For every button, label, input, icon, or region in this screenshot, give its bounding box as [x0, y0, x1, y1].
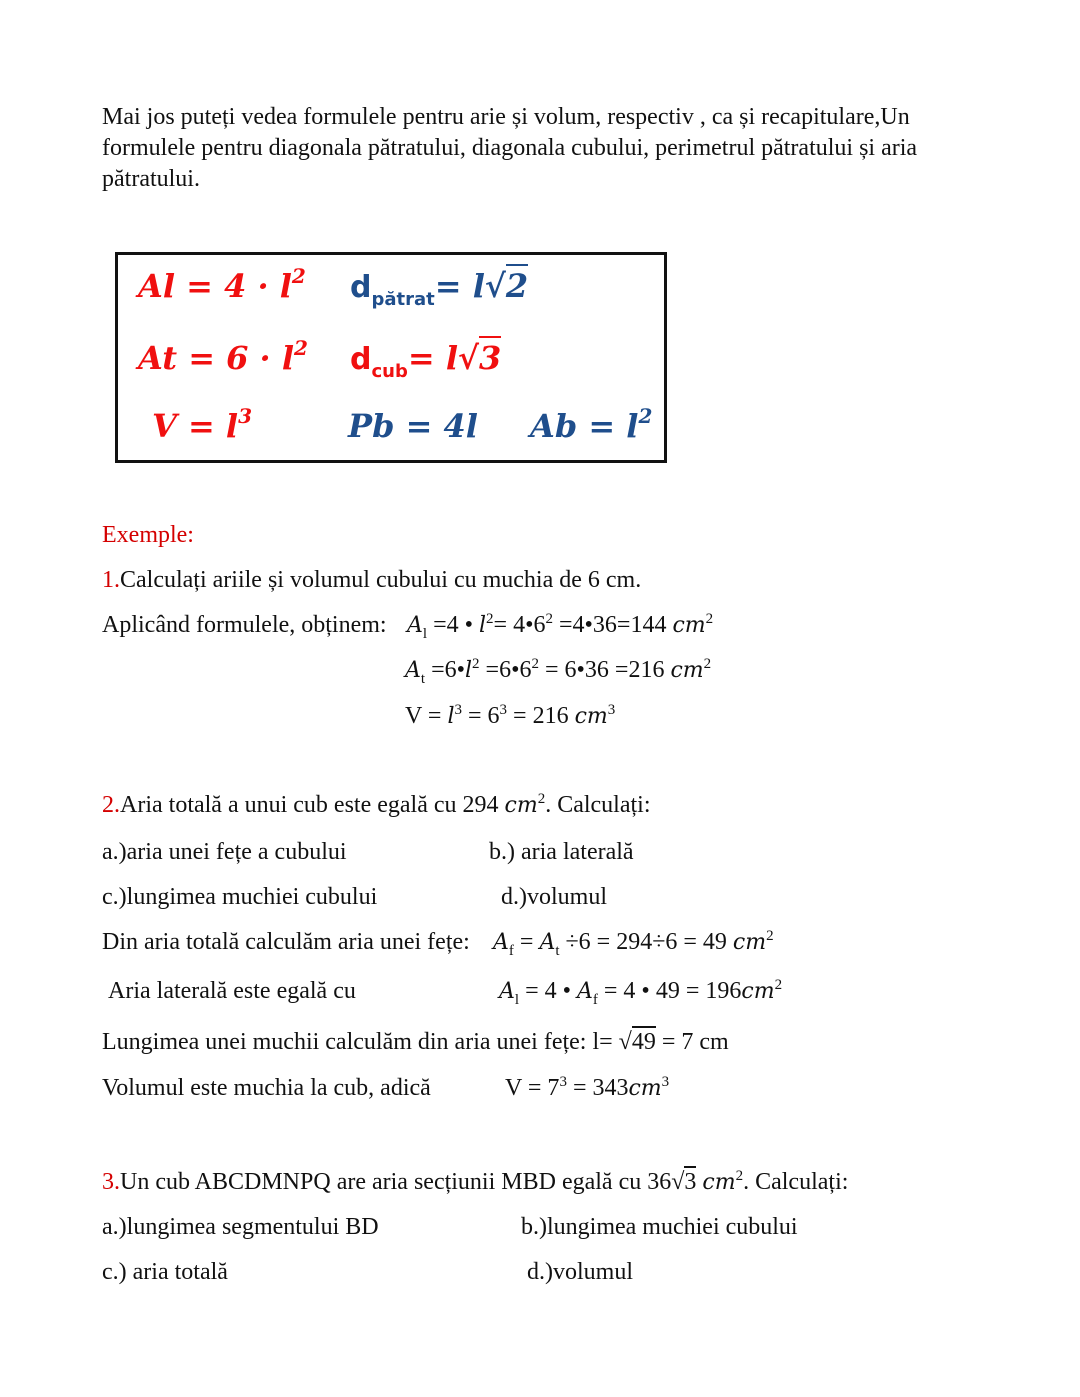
math-segment: 2: [531, 656, 539, 672]
math-segment: cm: [574, 704, 608, 729]
formula-base-perimeter: [348, 407, 478, 445]
formula-volume: [152, 404, 252, 445]
task-b: b.)lungimea muchiei cubului: [521, 1214, 798, 1240]
math-segment: =6•: [425, 657, 465, 683]
task-d: d.)volumul: [527, 1259, 633, 1285]
math-segment: Ab = l: [530, 407, 639, 445]
math-segment: cm: [702, 1170, 736, 1195]
math-segment: A: [405, 658, 421, 683]
math-segment: A: [499, 979, 515, 1004]
math-segment: 2: [291, 264, 306, 288]
math-segment: 49: [632, 1026, 656, 1055]
task-d: d.)volumul: [501, 884, 607, 910]
example-1-lead: Aplicând formulele, obținem:: [102, 612, 387, 638]
math-segment: = l√: [407, 339, 479, 377]
math-segment: 2: [735, 1168, 744, 1184]
math-segment: d: [350, 342, 372, 377]
step-1-text: Din aria totală calculăm aria unei fețe:: [102, 929, 470, 955]
math-segment: ÷6 = 294÷6 = 49: [559, 929, 733, 955]
example-1-volume: [405, 701, 615, 732]
math-segment: 2: [293, 336, 308, 360]
task-a: a.)lungimea segmentului BD: [102, 1214, 379, 1240]
math-segment: cm: [672, 613, 706, 638]
math-segment: V = l: [152, 407, 239, 445]
math-segment: cm: [732, 930, 767, 955]
math-segment: = l√: [434, 267, 506, 305]
math-segment: 3: [559, 1074, 567, 1090]
math-segment: 3: [238, 404, 252, 428]
math-segment: l: [479, 613, 487, 638]
math-segment: = 4 •: [519, 978, 577, 1004]
math-segment: 2: [486, 611, 494, 627]
math-segment: Lungimea unei muchii calculăm din aria unei fețe: l= √: [102, 1029, 632, 1055]
intro-paragraph: Mai jos puteți vedea formulele pentru arie și volum, respectiv , ca și recapitulare,Un formulele pentru diagonala pătratului, diagonala cubului, perimetrul pătratului și aria pătratului.: [102, 104, 918, 192]
step-1-formula: [493, 927, 774, 958]
math-segment: =: [513, 929, 540, 955]
example-number: 1.: [102, 567, 120, 593]
examples-heading: Exemple:: [102, 522, 194, 548]
math-segment: A: [577, 979, 593, 1004]
math-segment: =4 •: [427, 612, 479, 638]
math-segment: V =: [405, 703, 448, 729]
math-segment: V = 7: [505, 1075, 560, 1101]
math-segment: . Calculați:: [743, 1169, 849, 1195]
step-4-formula: [505, 1073, 669, 1104]
step-3: [102, 1027, 729, 1057]
math-segment: l: [465, 658, 473, 683]
math-segment: = 6: [461, 703, 500, 729]
math-segment: f: [592, 992, 598, 1008]
math-segment: A: [539, 930, 556, 955]
formula-lateral-area: [138, 264, 306, 305]
math-segment: A: [407, 613, 423, 638]
example-text: Calculați ariile și volumul cubului cu muchia de 6 cm.: [120, 567, 642, 593]
math-segment: Al = 4 · l: [138, 267, 292, 305]
math-segment: cub: [371, 361, 408, 382]
math-segment: l: [422, 626, 428, 642]
math-segment: A: [493, 930, 509, 955]
math-segment: = 6•36 =216: [538, 657, 671, 683]
math-segment: At = 6 · l: [138, 339, 294, 377]
math-segment: t: [555, 943, 560, 959]
math-segment: 2: [537, 791, 546, 807]
formula-cube-diagonal: [350, 339, 502, 382]
math-segment: 2: [506, 264, 528, 305]
formula-base-area: [530, 404, 653, 445]
math-segment: Pb = 4l: [348, 407, 478, 445]
math-segment: 2: [545, 611, 553, 627]
math-segment: = 4•6: [493, 612, 546, 638]
example-2-title: [102, 790, 651, 821]
math-segment: Un cub ABCDMNPQ are aria secțiunii MBD egală cu 36√: [120, 1169, 685, 1195]
example-number: 3.: [102, 1169, 120, 1195]
math-segment: d: [350, 270, 372, 305]
math-segment: 3: [454, 702, 462, 718]
math-segment: =6•6: [479, 657, 532, 683]
math-segment: 2: [766, 928, 774, 944]
example-1-title: [102, 565, 641, 595]
formula-box: [115, 252, 667, 463]
math-segment: cm: [628, 1076, 662, 1101]
math-segment: 2: [703, 656, 712, 672]
math-segment: 2: [774, 977, 783, 993]
formula-square-diagonal: [350, 267, 529, 310]
math-segment: 3: [607, 702, 616, 718]
math-segment: =4•36=144: [552, 612, 673, 638]
math-segment: 3: [499, 702, 508, 718]
math-segment: 2: [472, 656, 480, 672]
task-a: a.)aria unei fețe a cubului: [102, 839, 347, 865]
math-segment: = 7 cm: [655, 1029, 729, 1055]
math-segment: f: [508, 943, 514, 959]
task-c: c.) aria totală: [102, 1259, 228, 1285]
step-2-text: Aria laterală este egală cu: [108, 978, 356, 1004]
math-segment: 2: [705, 611, 714, 627]
math-segment: l: [514, 992, 520, 1008]
task-c: c.)lungimea muchiei cubului: [102, 884, 378, 910]
task-b: b.) aria laterală: [489, 839, 634, 865]
math-segment: 2: [638, 404, 653, 428]
example-number: 2.: [102, 792, 120, 818]
math-segment: Aria totală a unui cub este egală cu 294: [120, 792, 505, 818]
math-segment: 3: [661, 1074, 670, 1090]
math-segment: = 216: [507, 703, 575, 729]
example-1-lateral-area: [407, 610, 713, 641]
math-segment: cm: [504, 793, 538, 818]
example-text: [120, 792, 651, 818]
math-segment: . Calculați:: [545, 792, 651, 818]
math-segment: = 4 • 49 = 196: [597, 978, 742, 1004]
math-segment: l: [447, 704, 455, 729]
step-4-text: Volumul este muchia la cub, adică: [102, 1075, 431, 1101]
example-text: [120, 1169, 848, 1195]
math-segment: t: [420, 671, 426, 687]
math-segment: = 343: [566, 1075, 629, 1101]
math-segment: cm: [741, 979, 775, 1004]
example-1-total-area: [405, 655, 711, 686]
math-segment: 3: [479, 336, 501, 377]
example-3-title: [102, 1167, 848, 1198]
math-segment: cm: [670, 658, 704, 683]
math-segment: pătrat: [371, 289, 435, 310]
formula-total-area: [138, 336, 308, 377]
step-2-formula: [499, 976, 782, 1007]
math-segment: 3: [684, 1166, 696, 1195]
